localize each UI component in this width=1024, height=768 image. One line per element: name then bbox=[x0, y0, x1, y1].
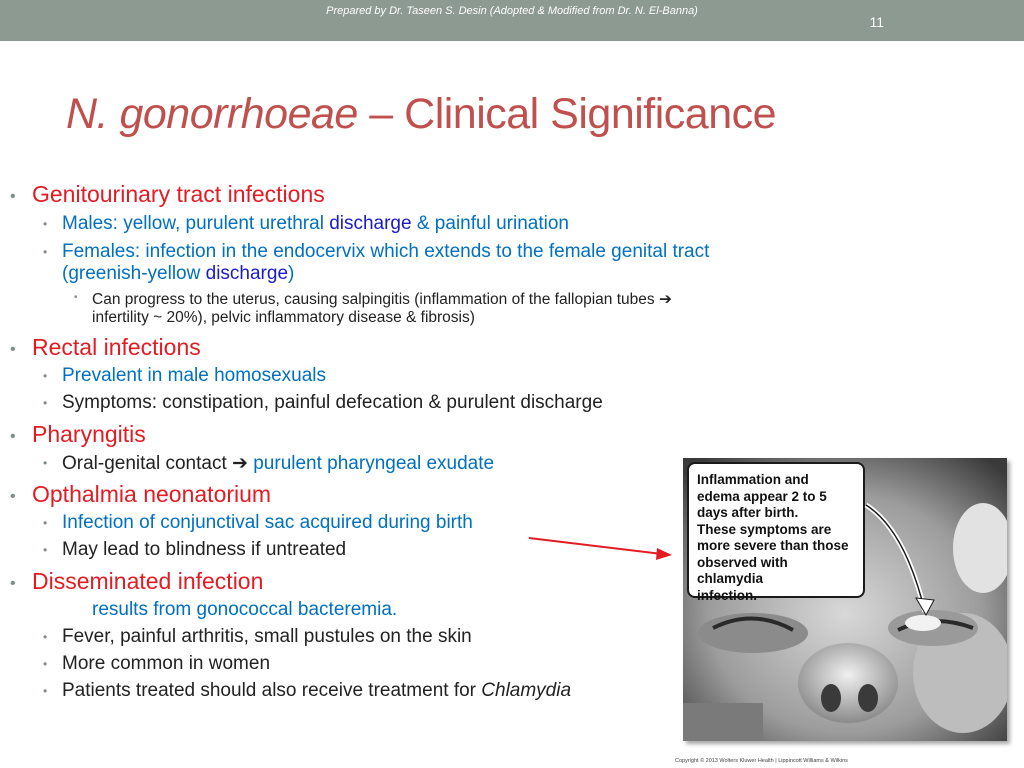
bullet-dot: • bbox=[43, 630, 48, 644]
item-infection: Infection of conjunctival sac acquired during birth bbox=[62, 512, 473, 533]
item-results: results from gonococcal bacteremia. bbox=[92, 599, 398, 620]
patients-chlamydia: Chlamydia bbox=[481, 680, 572, 701]
callout-pointer-outline bbox=[866, 505, 925, 612]
item-females-line1: Females: infection in the endocervix which extends to the female genital tract bbox=[62, 241, 710, 262]
bullet-dot: • bbox=[10, 428, 16, 445]
bullet-dot: • bbox=[43, 456, 48, 470]
right-arrow-icon: ➔ bbox=[232, 453, 248, 474]
callout-pointer bbox=[866, 505, 925, 612]
bullet-dot: • bbox=[43, 217, 48, 231]
females-text-c: ) bbox=[288, 263, 295, 284]
patients-text: Patients treated should also receive treatment for bbox=[62, 680, 482, 701]
bullet-dot: • bbox=[43, 684, 48, 698]
bullet-dot: • bbox=[43, 516, 48, 530]
callout-pointer-head bbox=[916, 598, 934, 615]
slide-number: 11 bbox=[869, 14, 884, 30]
bullet-dot: • bbox=[43, 543, 48, 557]
red-arrow-line bbox=[529, 538, 662, 554]
females-discharge: discharge bbox=[205, 263, 289, 284]
heading-genitourinary: Genitourinary tract infections bbox=[32, 181, 325, 207]
item-common: More common in women bbox=[62, 653, 271, 674]
contact-text: Oral-genital contact bbox=[62, 453, 233, 474]
males-text-a: Males: yellow, purulent urethral bbox=[62, 213, 330, 234]
credit-text: Prepared by Dr. Taseen S. Desin (Adopted & Modified from Dr. N. El-Banna) bbox=[326, 5, 698, 17]
item-blindness: May lead to blindness if untreated bbox=[62, 539, 347, 560]
bullet-dot: • bbox=[43, 245, 48, 259]
red-arrow-head-icon bbox=[656, 548, 672, 560]
callout-text: Inflammation and edema appear 2 to 5 days after birth. These symptoms are more severe than those observed with chlamydia infection. bbox=[697, 472, 849, 603]
females-text-a: (greenish-yellow bbox=[62, 263, 206, 284]
males-discharge: discharge bbox=[329, 213, 412, 234]
item-progress-line2: infertility ~ 20%), pelvic inflammatory disease & fibrosis) bbox=[92, 309, 475, 326]
heading-rectal: Rectal infections bbox=[32, 334, 201, 360]
bullet-dot: • bbox=[10, 188, 16, 205]
title-organism: N. gonorrhoeae bbox=[66, 90, 358, 138]
heading-pharyngitis: Pharyngitis bbox=[32, 421, 146, 447]
males-text-c: & painful urination bbox=[411, 213, 569, 234]
item-symptoms: Symptoms: constipation, painful defecation & purulent discharge bbox=[62, 392, 603, 413]
item-fever: Fever, painful arthritis, small pustules on the skin bbox=[62, 626, 472, 647]
item-prevalent: Prevalent in male homosexuals bbox=[62, 365, 327, 386]
bullet-dot: • bbox=[43, 396, 48, 410]
contact-exudate: purulent pharyngeal exudate bbox=[247, 453, 495, 474]
title-rest: – Clinical Significance bbox=[357, 90, 777, 138]
bullet-dot: • bbox=[10, 488, 16, 505]
bullet-dot: • bbox=[74, 292, 78, 303]
heading-disseminated: Disseminated infection bbox=[32, 568, 264, 594]
progress-text: Can progress to the uterus, causing salpingitis (inflammation of the fallopian tubes bbox=[92, 291, 659, 308]
bullet-dot: • bbox=[10, 575, 16, 592]
copyright-text: Copyright © 2013 Wolters Kluwer Health | Lippincott Williams & Wilkins bbox=[675, 758, 848, 764]
bullet-dot: • bbox=[43, 657, 48, 671]
bullet-dot: • bbox=[10, 341, 16, 358]
bullet-dot: • bbox=[43, 369, 48, 383]
heading-opthalmia: Opthalmia neonatorium bbox=[32, 481, 272, 507]
right-arrow-icon: ➔ bbox=[658, 291, 672, 308]
